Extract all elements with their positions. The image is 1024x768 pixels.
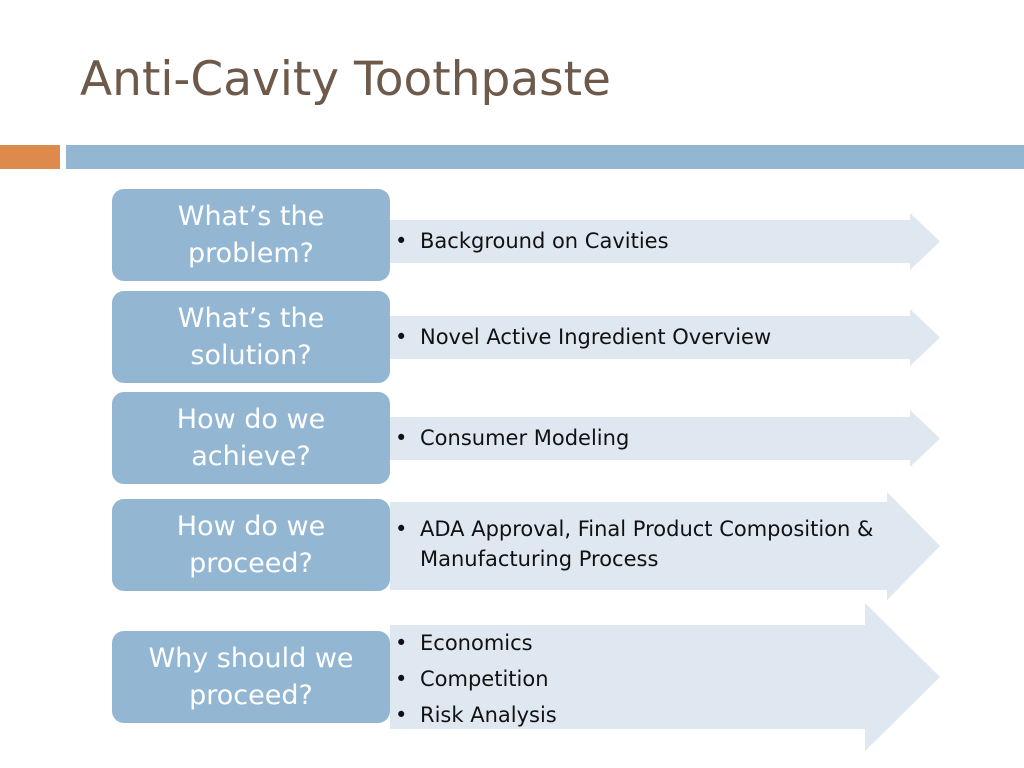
bullet-list-why xyxy=(395,625,557,733)
question-label: What’s the problem? xyxy=(177,201,325,269)
bullet-list-achieve xyxy=(395,423,629,453)
bullet-item: • Competition xyxy=(395,661,557,697)
bullet-item: • Novel Active Ingredient Overview xyxy=(395,322,771,352)
bullet-item: • ADA Approval, Final Product Composition & Manufacturing Process xyxy=(395,514,895,574)
bullet-item: • Economics xyxy=(395,625,557,661)
question-label: How do we achieve? xyxy=(176,404,326,472)
bullet-list-solution xyxy=(395,322,771,352)
bullet-item: • Risk Analysis xyxy=(395,697,557,733)
question-label: How do we proceed? xyxy=(176,511,326,579)
accent-bar-orange xyxy=(0,145,60,169)
accent-bar-blue xyxy=(66,145,1024,169)
bullet-list-problem xyxy=(395,226,669,256)
question-label: What’s the solution? xyxy=(177,303,325,371)
question-box-problem xyxy=(112,189,390,281)
bullet-item: • Background on Cavities xyxy=(395,226,669,256)
question-box-proceed xyxy=(112,499,390,591)
slide-title: Anti-Cavity Toothpaste xyxy=(80,52,611,107)
bullet-item: • Consumer Modeling xyxy=(395,423,629,453)
question-box-why xyxy=(112,631,390,723)
question-box-achieve xyxy=(112,392,390,484)
bullet-list-proceed xyxy=(395,514,895,574)
question-box-solution xyxy=(112,291,390,383)
question-label: Why should we proceed? xyxy=(148,643,354,711)
